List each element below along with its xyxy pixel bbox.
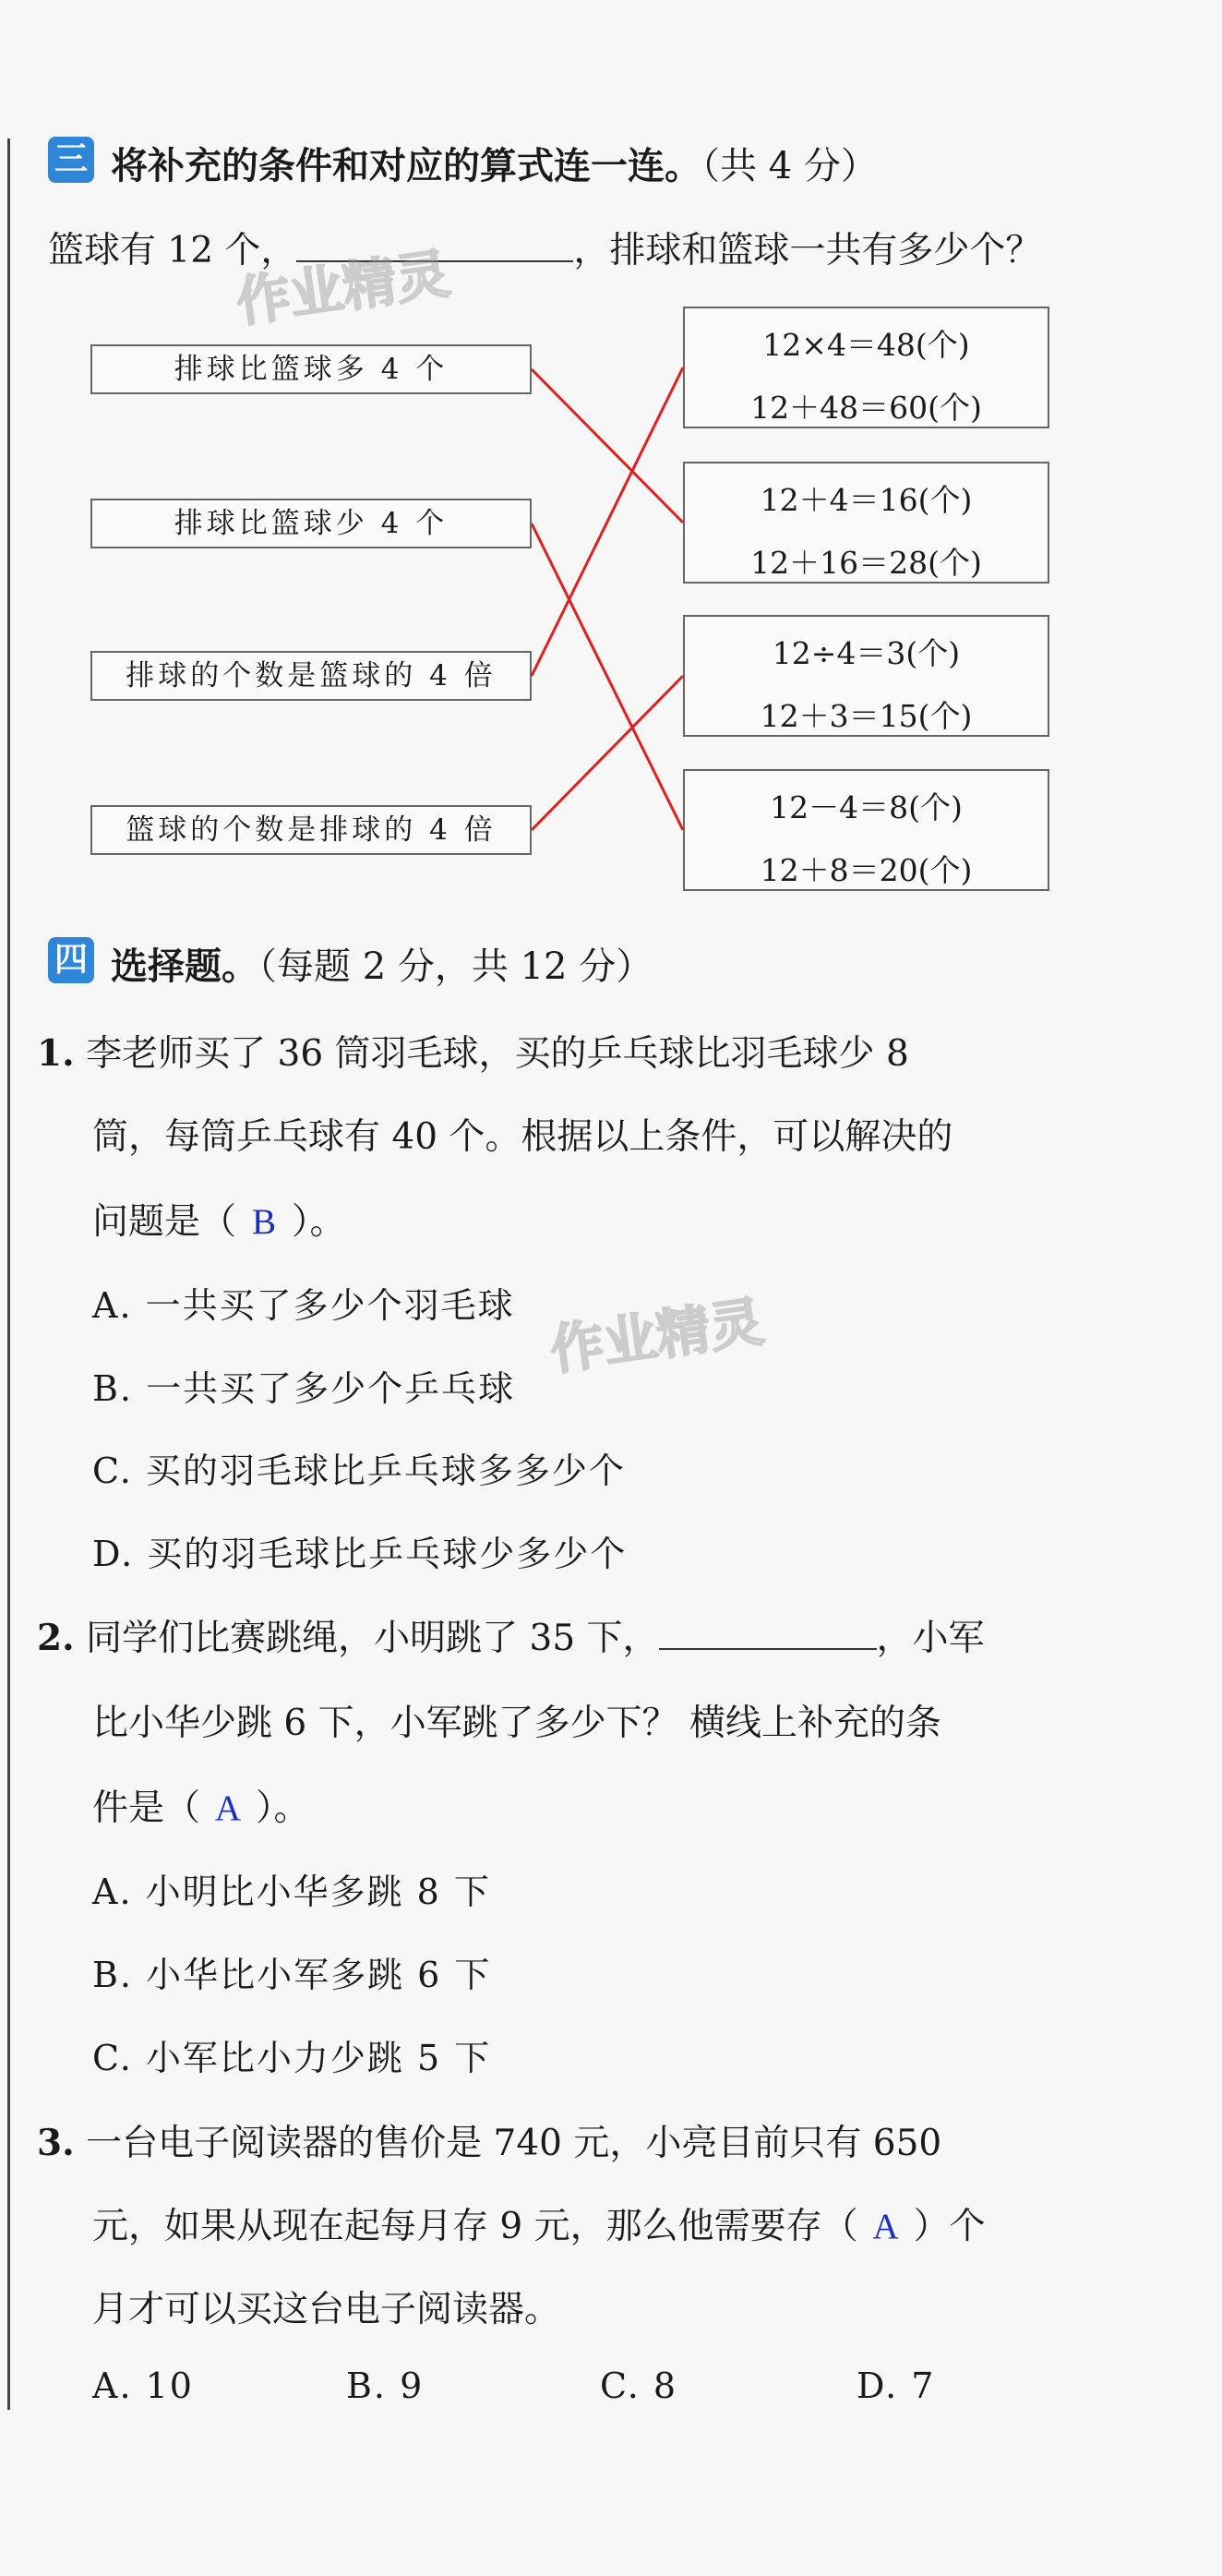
q3-text: ）个 [913,2206,986,2247]
match-line-3 [532,367,683,676]
q2-option-c[interactable]: C. 小军比小力少跳 5 下 [92,2038,492,2078]
q1-option-c[interactable]: C. 买的羽毛球比乒乓球多多少个 [92,1451,626,1491]
q3-line-3: 月才可以买这台电子阅读器。 [92,2289,561,2330]
section-3-badge: 三 [48,137,94,183]
equation-line: 12＋4＝16(个) [760,482,973,518]
match-line-4 [532,676,683,830]
equation-line: 12÷4＝3(个) [772,635,961,671]
q2-option-b[interactable]: B. 小华比小军多跳 6 下 [92,1955,492,1995]
q3-option-b[interactable]: B. 9 [346,2365,425,2406]
q3-answer[interactable]: A [872,2207,899,2246]
q2-line-1 [37,1609,985,1661]
match-line-1 [532,369,683,523]
q1-text: 问题是（ [92,1201,237,1243]
q3-text: 一台电子阅读器的售价是 740 元，小亮目前只有 650 [86,2123,942,2164]
section-4-score: （每题 2 分，共 12 分） [258,945,653,988]
q1-text: ）。 [292,1201,346,1243]
question-post: ，排球和篮球一共有多少个？ [573,230,1042,271]
q2-blank[interactable] [659,1648,877,1650]
q2-text: 同学们比赛跳绳，小明跳了 35 下， [86,1618,659,1659]
equation-line: 12＋48＝60(个) [750,390,982,426]
section-4-heading [111,937,653,990]
q1-answer[interactable]: B [252,1202,277,1242]
q1-line-3 [92,1193,346,1245]
q1-line-1 [37,1025,909,1077]
equation-line: 12＋3＝15(个) [760,698,973,734]
q1-option-d[interactable]: D. 买的羽毛球比乒乓球少多少个 [92,1534,628,1574]
equation-line: 12＋16＝28(个) [750,545,982,581]
equation-line: 12－4＝8(个) [770,789,963,825]
left-box-3[interactable]: 排球的个数是篮球的 4 倍 [90,651,532,701]
left-box-2[interactable]: 排球比篮球少 4 个 [90,499,532,548]
q3-text: 元，如果从现在起每月存 9 元，那么他需要存（ [92,2206,858,2247]
section-3-score: （共 4 分） [701,145,878,187]
section-3-title: 将补充的条件和对应的算式连一连。 [111,145,701,187]
watermark: 作业精灵 [546,1290,768,1382]
q3-option-c[interactable]: C. 8 [600,2365,678,2406]
q2-text: 件是（ [92,1788,201,1829]
equation-line: 12×4＝48(个) [762,327,970,363]
section-4-badge: 四 [48,937,94,983]
q2-text: ）。 [256,1788,310,1829]
watermark: 作业精灵 [233,242,454,334]
q1-option-a[interactable]: A. 一共买了多少个羽毛球 [92,1285,515,1326]
q3-option-d[interactable]: D. 7 [857,2365,936,2406]
section-4-title: 选择题。 [111,945,258,988]
equation-line: 12＋8＝20(个) [760,852,973,888]
q1-line-2: 筒，每筒乒乓球有 40 个。根据以上条件，可以解决的 [92,1116,953,1158]
question-pre: 篮球有 12 个， [48,230,297,271]
q2-text: ，小军 [876,1618,985,1659]
question-number: 2. [37,1617,75,1659]
q2-line-2: 比小华少跳 6 下，小军跳了多少下？ 横线上补充的条 [92,1703,942,1744]
question-number: 3. [37,2122,75,2164]
q3-line-2 [92,2197,986,2249]
q2-answer[interactable]: A [214,1788,242,1828]
q1-text: 李老师买了 36 筒羽毛球，买的乒乓球比羽毛球少 8 [86,1033,909,1075]
q3-line-1 [37,2114,941,2166]
match-line-2 [532,524,683,830]
q2-line-3 [92,1779,310,1831]
left-box-4[interactable]: 篮球的个数是排球的 4 倍 [90,805,532,855]
question-number: 1. [37,1032,75,1075]
q1-option-b[interactable]: B. 一共买了多少个乒乓球 [92,1368,516,1409]
q2-option-a[interactable]: A. 小明比小华多跳 8 下 [92,1872,491,1912]
left-box-1[interactable]: 排球比篮球多 4 个 [90,344,532,394]
q3-option-a[interactable]: A. 10 [92,2365,194,2406]
matching-lines [0,0,1222,923]
